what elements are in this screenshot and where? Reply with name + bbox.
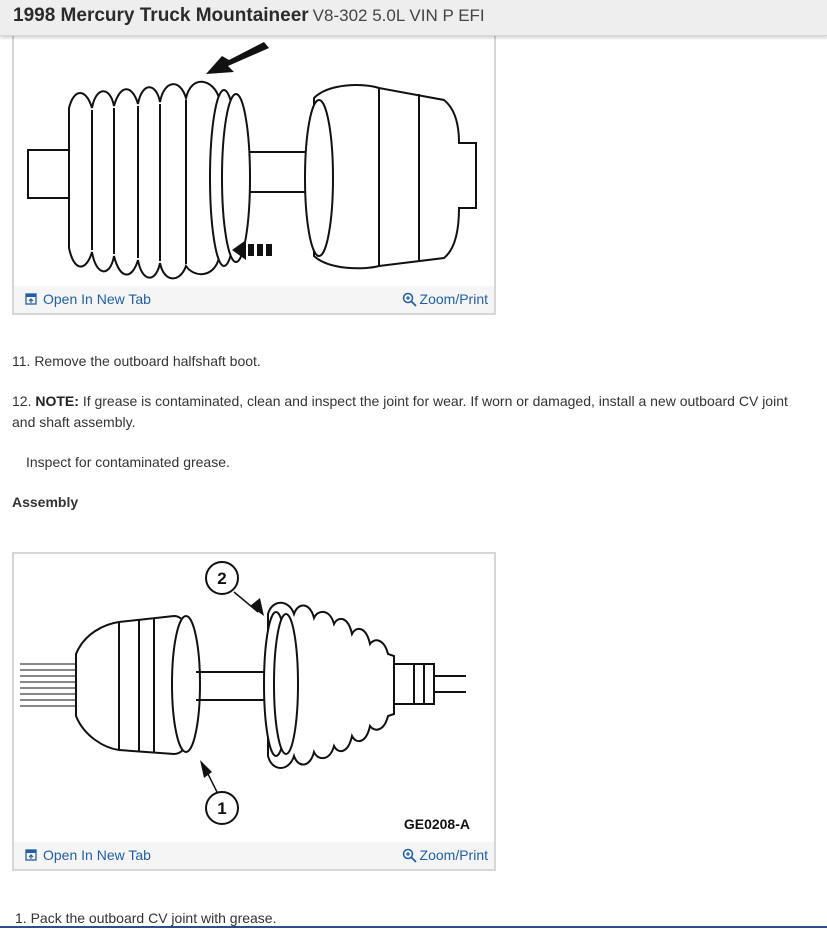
figure-boot-removal bbox=[12, 26, 496, 315]
figure-toolbar bbox=[14, 842, 494, 869]
open-in-new-tab-icon bbox=[25, 293, 37, 305]
page-header bbox=[0, 0, 827, 36]
boot-removal-illustration bbox=[14, 28, 494, 286]
step-12-number: 12. bbox=[12, 393, 32, 409]
assembly-step-1: 1. Pack the outboard CV joint with grease. bbox=[15, 910, 277, 926]
callout-2-label: 2 bbox=[217, 569, 227, 588]
zoom-print-label: Zoom/Print bbox=[419, 291, 488, 307]
zoom-icon bbox=[402, 848, 417, 863]
zoom-print-link[interactable] bbox=[402, 291, 488, 307]
figure-code: GE0208-A bbox=[403, 816, 470, 832]
figure-image[interactable] bbox=[14, 28, 494, 286]
assembly-illustration bbox=[14, 554, 494, 842]
figure-assembly bbox=[12, 552, 496, 871]
step-12-note-label: NOTE: bbox=[35, 393, 79, 409]
open-in-new-tab-icon bbox=[25, 849, 37, 861]
open-in-new-tab-link[interactable] bbox=[25, 291, 151, 307]
step-12 bbox=[12, 391, 812, 433]
open-in-new-tab-link[interactable] bbox=[25, 847, 151, 863]
vehicle-title: 1998 Mercury Truck Mountaineer bbox=[13, 5, 309, 26]
assembly-heading: Assembly bbox=[12, 494, 79, 510]
zoom-print-link[interactable] bbox=[402, 847, 488, 863]
zoom-icon bbox=[402, 292, 417, 307]
step-12-text: If grease is contaminated, clean and inspect the joint for wear. If worn or damaged, install a new outboard CV joint and shaft assembly. bbox=[12, 393, 788, 430]
step-11: 11. Remove the outboard halfshaft boot. bbox=[12, 353, 261, 369]
figure-toolbar bbox=[14, 286, 494, 313]
open-in-new-tab-label: Open In New Tab bbox=[43, 847, 151, 863]
figure-image[interactable] bbox=[14, 554, 494, 842]
zoom-print-label: Zoom/Print bbox=[419, 847, 488, 863]
open-in-new-tab-label: Open In New Tab bbox=[43, 291, 151, 307]
engine-subtitle: V8-302 5.0L VIN P EFI bbox=[312, 6, 485, 25]
step-12-subtext: Inspect for contaminated grease. bbox=[26, 454, 230, 470]
callout-1-label: 1 bbox=[217, 799, 227, 818]
